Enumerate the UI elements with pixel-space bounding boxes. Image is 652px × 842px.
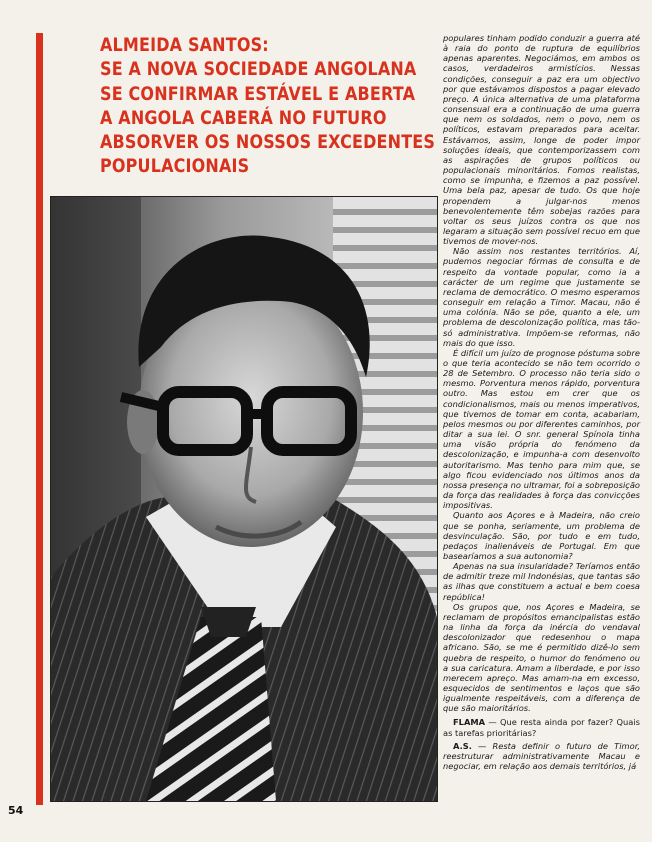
headline-line: ALMEIDA SANTOS: <box>100 35 269 56</box>
article-paragraph: Quanto aos Açores e à Madeira, não creio que se ponha, seriamente, um problema de desvinculação. São, por tudo e em tudo, pedaços inalienáveis de Portugal. Em que basearíamos a sua autonomia? <box>443 510 640 561</box>
article-paragraph: É difícil um juízo de prognose póstuma sobre o que teria acontecido se não tem ocorrido o 28 de Setembro. O processo não teria sido o mesmo. Porventura menos rápido, porventura outro. Mas estou em crer que os condicionalismos, mais ou menos imperativos, que tivemos de tomar em conta, acabariam, pelos mesmos ou por diferentes caminhos, por ditar a sua lei. O snr. general Spínola tinha uma visão própria do fenómeno da descolonização, e impunha-a com desenvolto autoritarismo. Mas tenho para mim que, se algo ficou evidenciado nos últimos anos da nossa presença no ultramar, foi a sobreposição da força das realidades à força das convicções impositivas. <box>443 347 640 511</box>
answer-text: — Resta definir o futuro de Timor, reestruturar administrativamente Macau e negociar, em relação aos demais territórios, já <box>443 740 640 772</box>
headline-line: SE A NOVA SOCIEDADE ANGOLANA <box>100 59 417 81</box>
interview-answer <box>443 741 640 771</box>
page-number: 54 <box>8 804 24 817</box>
headline-line: A ANGOLA CABERÁ NO FUTURO <box>100 107 387 129</box>
headline-line: ABSORVER OS NOSSOS EXCEDENTES <box>100 132 436 154</box>
answer-speaker: A.S. <box>453 740 472 751</box>
headline-line: SE CONFIRMAR ESTÁVEL E ABERTA <box>100 83 416 105</box>
portrait-photo <box>50 196 438 802</box>
headline <box>100 34 436 180</box>
article-body-column <box>443 33 640 771</box>
headline-line: POPULACIONAIS <box>100 156 250 178</box>
question-speaker: FLAMA <box>453 717 486 728</box>
question-text: — Que resta ainda por fazer? Quais as tarefas prioritárias? <box>443 717 641 738</box>
interview-question <box>443 717 640 737</box>
article-paragraph: Os grupos que, nos Açores e Madeira, se reclamam de propósitos emancipalistas estão na linha da força da inércia do vendaval descolonizador que redesenhou o mapa africano. São, se me é permitido dizê-lo sem quebra de respeito, o humor do fenómeno ou a sua caricatura. Amam a liberdade, e por isso merecem apreço. Mas amam-na em excesso, esquecidos de sentimentos e laços que são igualmente respeitáveis, com a diferença de que são maioritários. <box>443 601 640 714</box>
article-paragraph: Não assim nos restantes territórios. Aí, pudemos negociar fórmas de consulta e de respeito da vontade popular, como ia a carácter de um regime que justamente se reclama de democrático. O mesmo esperamos conseguir em relação a Timor. Macau, não é uma colónia. Não se põe, quanto a ele, um problema de descolonização política, mas tão-só administrativa. Impõem-se reformas, não mais do que isso. <box>443 246 640 348</box>
article-paragraph: Apenas na sua insularidade? Teríamos então de admitir treze mil Indonésias, que tantas são as ilhas que constituem a actual e bem coesa república! <box>443 561 640 602</box>
article-paragraph: populares tinham podido conduzir a guerra até à raia do ponto de ruptura de equilíbrios apenas aparentes. Negociámos, em ambos os casos, verdadeiros armistícios. Nessas condições, conseguir a paz era um objectivo por que estávamos dispostos a pagar elevado preço. A única alternativa de uma plataforma consensual era a continuação de uma guerra que nem os soldados, nem o povo, nem os políticos, estavam preparados para aceitar. Estávamos, assim, longe de poder impor soluções ideais, que contemporizassem com as aspirações de grupos políticos ou populacionais minoritários. Fomos realistas, como se impunha, e fizemos a paz possível. Uma bela paz, apesar de tudo. Os que hoje propendem a julgar-nos menos benevolentemente têm sobejas razões para voltar os seus juízos contra os que nos legaram a situação sem possível recuo em que tivemos de mover-nos. <box>443 33 640 247</box>
portrait-illustration <box>51 197 437 801</box>
red-vertical-rule <box>36 33 43 805</box>
